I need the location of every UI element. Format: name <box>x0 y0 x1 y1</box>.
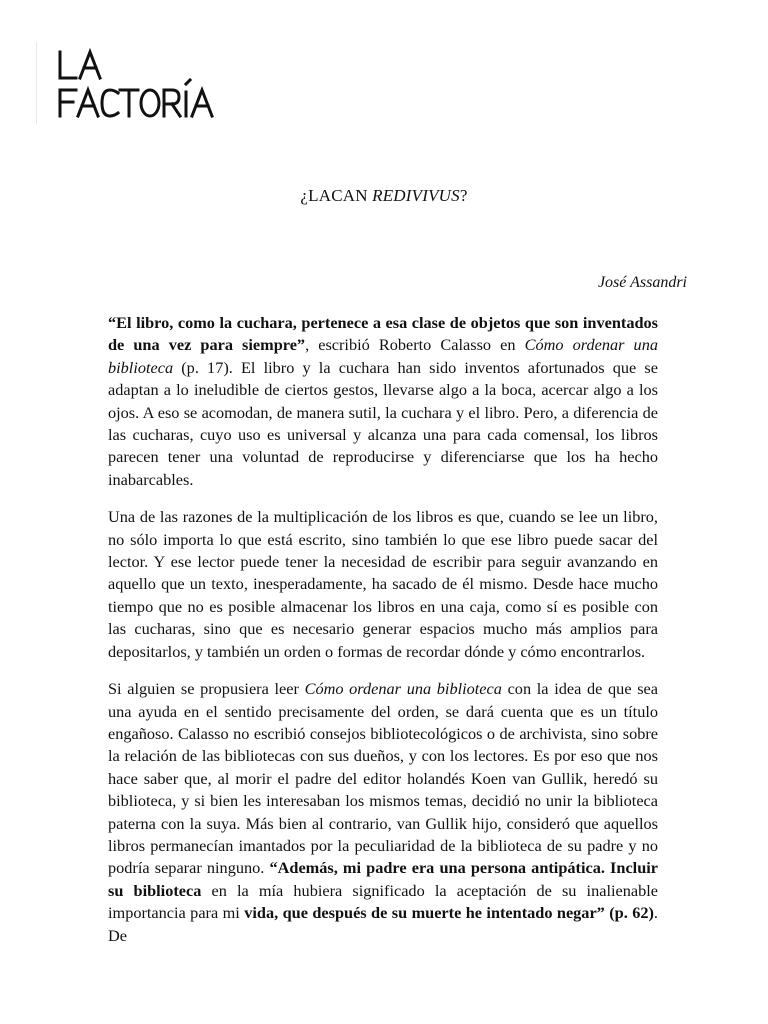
paragraph-3 <box>108 678 658 947</box>
title-italic: REDIVIVUS <box>372 186 460 205</box>
book-title: Cómo ordenar una biblioteca <box>108 335 658 377</box>
paragraph-2: Una de las razones de la multiplicación de los libros es que, cuando se lee un libro, no sólo importa lo que está escrito, sino también lo que ese libro puede sacar del lector. Y ese lector puede tener la necesidad de escribir para seguir avanzando en aquello que un texto, inesperadamente, ha sacado de él mismo. Desde hace mucho tiempo que no es posible almacenar los libros en una caja, como sí es posible con las cucharas, sino que es necesario generar espacios mucho más amplios para depositarlos, y también un orden o formas de recordar dónde y cómo encontrarlos. <box>108 507 658 661</box>
paragraph-text: (p. 17). El libro y la cuchara han sido inventos afortunados que se adaptan a lo ineludible de ciertos gestos, llevarse algo a la boca, acercar algo a los ojos. A eso se acomodan, de manera sutil, la cuchara y el libro. Pero, a diferencia de las cucharas, cuyo uso es universal y alcanza una para cada comensal, los libros parecen tener una voluntad de reproducirse y diferenciarse que los ha hecho inabarcables. <box>108 357 658 489</box>
paragraph-text: , escribió Roberto Calasso en <box>305 335 525 355</box>
title-suffix: ? <box>459 186 468 205</box>
paragraph-text: en la mía hubiera significado la aceptación de su inalienable importancia para mi <box>108 880 658 923</box>
la-factoria-logo <box>58 48 218 120</box>
van-gullik-quote: “Además, mi padre era una persona antipática. Incluir su biblioteca <box>108 858 658 900</box>
paragraph-1 <box>108 312 658 491</box>
author-name: José Assandri <box>597 274 687 291</box>
van-gullik-quote-end: vida, que después de su muerte he intentado negar” (p. 62) <box>244 903 654 923</box>
book-title: Cómo ordenar una biblioteca <box>304 679 502 699</box>
article-title <box>0 186 768 206</box>
title-prefix: ¿LACAN <box>300 186 373 205</box>
logo-divider <box>36 42 37 124</box>
paragraph-text: con la idea de que sea una ayuda en el sentido precisamente del orden, se dará cuenta que es un título engañoso. Calasso no escribió consejos bibliotecológicos o de archivista, sino sobre la relación de las bibliotecas con sus dueños, y con los lectores. Es por eso que nos hace saber que, al morir el padre del editor holandés Koen van Gullik, heredó su biblioteca, y si bien les interesaban los mismos temas, decidió no unir la biblioteca paterna con la suya. Más bien al contrario, van Gullik hijo, consideró que aquellos libros permanecían imantados por la peculiaridad de la biblioteca de su padre y no podría separar ninguno. <box>108 679 659 878</box>
article-body <box>108 312 658 962</box>
paragraph-text: Si alguien se propusiera leer <box>108 679 305 699</box>
paragraph-text: . De <box>108 903 658 945</box>
calasso-quote: “El libro, como la cuchara, pertenece a esa clase de objetos que son inventados de una vez para siempre” <box>108 313 658 355</box>
